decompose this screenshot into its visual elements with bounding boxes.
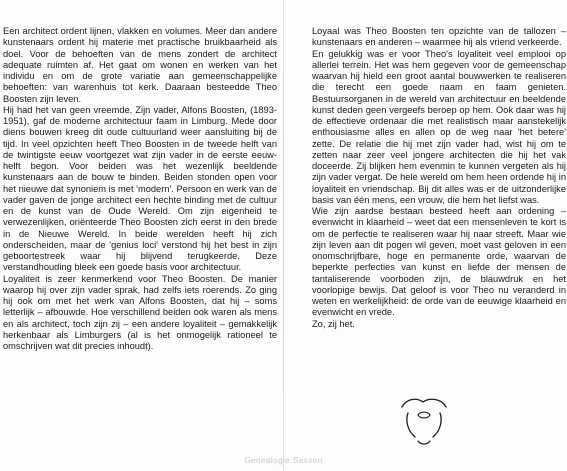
left-text-column [3,26,277,352]
paragraph: Een architect ordent lijnen, vlakken en volumes. Meer dan andere kunstenaars ordent hij materie met practische bruikbaarheid als doel. Voor de behoeften van de mens zondert de architect adequate ruimten af. Het gaat om wonen en werken van het individu en om de grote variatie aan gemeenschappelijke behoeften: van warenhuis tot kerk. Daaraan besteedde Theo Boosten zijn leven. [3,26,277,104]
closing-line: Zo, zij het. [312,318,355,329]
abstract-line-drawing-icon [396,393,452,449]
paragraph: Hij had het van geen vreemde. Zijn vader, Alfons Boosten, (1893-1951), gaf de moderne architectuur faam in Limburg. Mede door diens bouwen kreeg dit oude cultuurland weer aansluiting bij de tijd. In veel opzichten heeft Theo Boosten in de tweede helft van de twintigste eeuw voortgezet wat zijn vader in de eerste eeuw-helft begon. Voor beiden was het wezenlijk beeldende kunstenaars aan de bouw te binden. Beiden stonden open voor het nieuwe dat synoniem is met 'modern'. Persoon en werk van de vader gaven de jonge architect een hechte binding met de cultuur en de kunst van de Oude Wereld. Om zijn eigenheid te verwezenlijken, oriënteerde Theo Boosten zich eerst in den brede in de Nieuwe Wereld. In beide werelden heeft hij zich onderscheiden, maar de 'genius loci' verstond hij het best in zijn geboortestreek waar hij blijvend terugkeerde. Deze verstandhouding bleek een goede basis voor architectuur. [3,104,277,273]
right-text-column [312,26,566,330]
watermark: Genealogie Sassen [244,456,323,465]
paragraph: Wie zijn aardse bestaan besteed heeft aan ordening – evenwicht in klaarheid – weet dat een mensenleven te kort is om de perfectie te realiseren waar hij naar streeft. Maar wie zijn leven aan dit pogen wil geven, moet vast geloven in een onomschrijfbare, hoge en permanente orde, waarvan de beperkte perfecties van kunst en liefde der mensen de tantaliserende voorboden zijn, de blauwdruk en het voorlopige bewijs. Dat geloof is voor Theo nu veranderd in weten en werkelijkheid: de orde van de eeuwige klaarheid en evenwicht en vrede. [312,206,566,318]
page-fold [283,0,284,471]
paragraph: Loyaliteit is zeer kenmerkend voor Theo Boosten. De manier waarop hij over zijn vader sprak, had zelfs iets roerends. Zo ging hij ook om met het werk van Alfons Boosten, dat hij – soms letterlijk – afbouwde. Hoe verschillend beiden ook waren als mens en als architect, toch zijn zij – een andere loyaliteit – gemakkelijk herkenbaar als Limburgers (al is het onmogelijk rationeel te omschrijven wat dit precies inhoudt). [3,273,277,351]
paragraph: En gelukkig was er voor Theo's loyaliteit veel emplooi op allerlei terrein. Het was hem gegeven voor de gemeenschap waarvan hij hield een groot aantal bouwwerken te realiseren die terecht een goede naam en faam genieten. Bestuursorganen in de wereld van architectuur en beeldende kunst deden geen vergeefs beroep op hem. Ook daar was hij de effectieve ordenaar die met realistisch maar aanstekelijk enthousiasme alles en allen op de weg naar 'het betere' zette. De relatie die hij met zijn vader had, wist hij om te zetten naar zeer veel jongere architecten die hij het vak doceerde. Zij blijken hem evenmin te kunnen vergeten als hij zijn vader vergat. De hele wereld om hem heen ordende hij in loyaliteit en vriendschap. Bij dit alles was er de uitzonderlijke basis van één mens, een vrouw, die hem het liefst was. [312,48,566,205]
paragraph: Loyaal was Theo Boosten ten opzichte van de tallozen – kunstenaars en anderen – waarmee hij als vriend verkeerde. [312,26,566,48]
